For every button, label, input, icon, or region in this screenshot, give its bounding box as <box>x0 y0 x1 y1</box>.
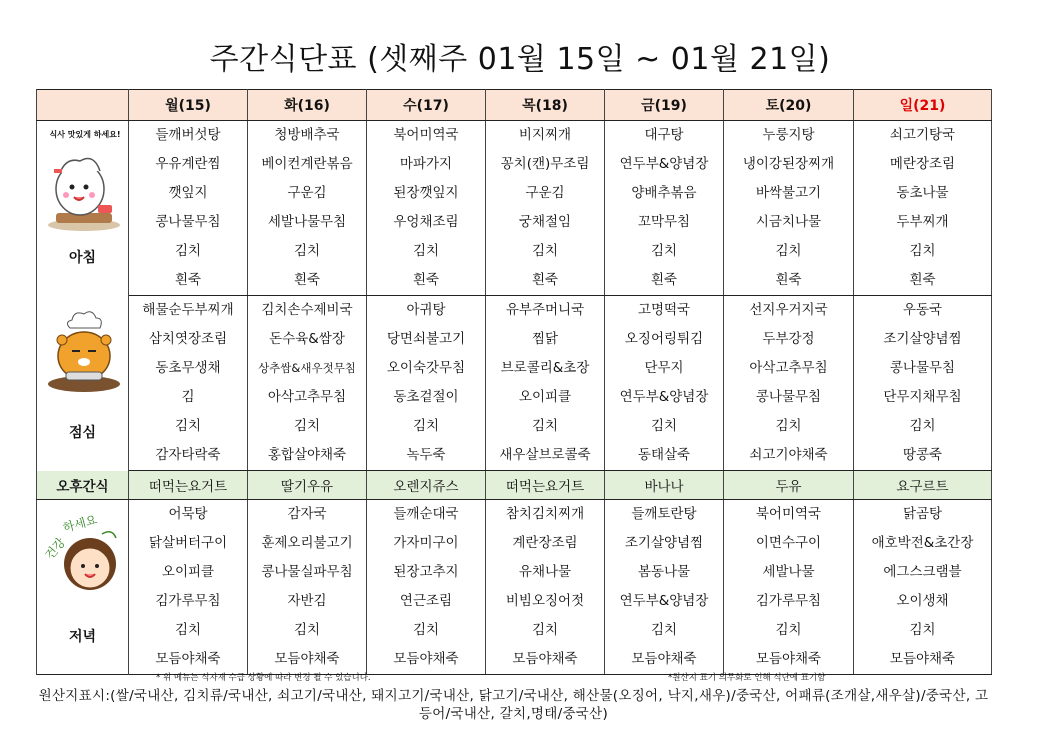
menu-item: 북어미역국 <box>724 500 854 530</box>
table-row <box>37 150 992 179</box>
menu-item: 김치 <box>605 412 724 441</box>
menu-item: 마파가지 <box>367 150 486 179</box>
menu-item: 들깨순대국 <box>367 500 486 530</box>
menu-item: 꼬막무침 <box>605 208 724 237</box>
table-row <box>37 121 992 151</box>
day-header: 월(15) <box>129 90 248 121</box>
menu-item: 이면수구이 <box>724 529 854 558</box>
menu-item: 조기살양념찜 <box>854 325 992 354</box>
menu-item: 북어미역국 <box>367 121 486 151</box>
dinner-label: 저녁 <box>68 629 97 645</box>
menu-item: 유부주머니국 <box>486 296 605 326</box>
menu-item: 김치 <box>248 616 367 645</box>
menu-item: 단무지 <box>605 354 724 383</box>
menu-item: 연두부&양념장 <box>605 150 724 179</box>
menu-item: 꽁치(캔)무조림 <box>486 150 605 179</box>
menu-item: 훈제오리불고기 <box>248 529 367 558</box>
menu-item: 단무지채무침 <box>854 383 992 412</box>
menu-item: 동초무생채 <box>129 354 248 383</box>
day-header: 화(16) <box>248 90 367 121</box>
menu-item: 조기살양념찜 <box>605 529 724 558</box>
menu-item: 동태살죽 <box>605 441 724 471</box>
weekly-menu-table <box>36 89 992 675</box>
menu-item: 우유계란찜 <box>129 150 248 179</box>
table-row <box>37 412 992 441</box>
menu-item: 모듬야채죽 <box>724 645 854 675</box>
table-row <box>37 354 992 383</box>
menu-item: 닭살버터구이 <box>129 529 248 558</box>
menu-item: 된장고추지 <box>367 558 486 587</box>
menu-item: 김치 <box>605 616 724 645</box>
menu-item: 우동국 <box>854 296 992 326</box>
table-row <box>37 237 992 266</box>
table-row <box>37 296 992 326</box>
day-header: 수(17) <box>367 90 486 121</box>
menu-item: 김가루무침 <box>129 587 248 616</box>
menu-item: 콩나물무침 <box>129 208 248 237</box>
menu-item: 에그스크램블 <box>854 558 992 587</box>
menu-item: 구운김 <box>248 179 367 208</box>
menu-item: 자반김 <box>248 587 367 616</box>
menu-item: 김치 <box>724 237 854 266</box>
menu-item: 베이컨계란볶음 <box>248 150 367 179</box>
menu-item: 김치 <box>248 237 367 266</box>
page-title: 주간식단표 (셋째주 01월 15일 ~ 01월 21일) <box>209 42 831 77</box>
menu-item: 새우살브로콜죽 <box>486 441 605 471</box>
menu-item: 김치 <box>605 237 724 266</box>
menu-item: 유채나물 <box>486 558 605 587</box>
menu-item: 흰죽 <box>724 266 854 296</box>
menu-item: 김치 <box>367 237 486 266</box>
day-header: 일(21) <box>854 90 992 121</box>
menu-item: 김치 <box>129 237 248 266</box>
menu-item: 흰죽 <box>486 266 605 296</box>
origin-statement: 원산지표시:(쌀/국내산, 김치류/국내산, 쇠고기/국내산, 돼지고기/국내산, 닭고기/국내산, 해산물(오징어, 낙지,새우)/중국산, 어패류(조개살,새우살)/중국산, 고등어/국내산, 갈치,명태/중국산) <box>38 688 989 722</box>
menu-item: 참치김치찌개 <box>486 500 605 530</box>
menu-item: 감자타락죽 <box>129 441 248 471</box>
menu-item: 모듬야채죽 <box>854 645 992 675</box>
menu-item: 청방배추국 <box>248 121 367 151</box>
menu-item: 닭곰탕 <box>854 500 992 530</box>
note-origin: *원산지 표기 의무화로 인해 식단에 표기함 <box>668 673 826 683</box>
menu-item: 우엉채조림 <box>367 208 486 237</box>
menu-item: 상추쌈&새우젓무침 <box>248 354 367 383</box>
svg-text:건강: 건강 <box>41 535 68 563</box>
menu-item: 흰죽 <box>367 266 486 296</box>
menu-item: 녹두죽 <box>367 441 486 471</box>
snack-label: 오후간식 <box>37 471 129 500</box>
menu-item: 해물순두부찌개 <box>129 296 248 326</box>
menu-item: 콩나물무침 <box>724 383 854 412</box>
menu-item: 김치 <box>367 412 486 441</box>
menu-item: 연두부&양념장 <box>605 383 724 412</box>
menu-item: 땅콩죽 <box>854 441 992 471</box>
menu-item: 김치 <box>486 412 605 441</box>
menu-item: 감자국 <box>248 500 367 530</box>
menu-item: 흰죽 <box>129 266 248 296</box>
dinner-illustration <box>42 504 124 622</box>
menu-item: 동초나물 <box>854 179 992 208</box>
menu-item: 김치 <box>248 412 367 441</box>
menu-item: 된장깻잎지 <box>367 179 486 208</box>
menu-item: 두부찌개 <box>854 208 992 237</box>
menu-item: 돈수육&쌈장 <box>248 325 367 354</box>
menu-item: 김치 <box>129 616 248 645</box>
header-row <box>37 90 992 121</box>
menu-item: 모듬야채죽 <box>248 645 367 675</box>
menu-item: 김치 <box>854 412 992 441</box>
menu-item: 흰죽 <box>248 266 367 296</box>
menu-item: 흰죽 <box>605 266 724 296</box>
svg-text:하세요: 하세요 <box>60 512 99 535</box>
menu-item: 들깨토란탕 <box>605 500 724 530</box>
menu-item: 어묵탕 <box>129 500 248 530</box>
menu-item: 오이피클 <box>129 558 248 587</box>
snack-item: 딸기우유 <box>248 471 367 500</box>
menu-item: 김치 <box>724 616 854 645</box>
menu-item: 김치 <box>129 412 248 441</box>
menu-item: 김치 <box>367 616 486 645</box>
menu-item: 쇠고기야채죽 <box>724 441 854 471</box>
table-row <box>37 208 992 237</box>
menu-item: 김치 <box>854 237 992 266</box>
menu-item: 김치 <box>854 616 992 645</box>
menu-item: 콩나물실파무침 <box>248 558 367 587</box>
menu-item: 비지찌개 <box>486 121 605 151</box>
menu-item: 고명떡국 <box>605 296 724 326</box>
snack-item: 요구르트 <box>854 471 992 500</box>
day-header: 토(20) <box>724 90 854 121</box>
menu-item: 비빔오징어젓 <box>486 587 605 616</box>
breakfast-illustration <box>42 125 124 243</box>
snack-item: 바나나 <box>605 471 724 500</box>
menu-item: 바싹불고기 <box>724 179 854 208</box>
breakfast-label: 아침 <box>68 250 97 266</box>
menu-item: 아귀탕 <box>367 296 486 326</box>
menu-item: 김치손수제비국 <box>248 296 367 326</box>
lunch-illustration <box>42 300 124 418</box>
table-row <box>37 325 992 354</box>
menu-item: 시금치나물 <box>724 208 854 237</box>
breakfast-bubble-text: 식사 맛있게 하세요! <box>49 130 121 139</box>
menu-item: 오이생채 <box>854 587 992 616</box>
menu-item: 애호박전&초간장 <box>854 529 992 558</box>
menu-item: 대구탕 <box>605 121 724 151</box>
breakfast-label-cell <box>37 121 129 296</box>
menu-item: 가자미구이 <box>367 529 486 558</box>
menu-item: 오이숙갓무침 <box>367 354 486 383</box>
menu-item: 콩나물무침 <box>854 354 992 383</box>
menu-item: 궁채절임 <box>486 208 605 237</box>
menu-item: 메란장조림 <box>854 150 992 179</box>
table-row <box>37 441 992 471</box>
menu-item: 모듬야채죽 <box>486 645 605 675</box>
menu-item: 아삭고추무침 <box>248 383 367 412</box>
menu-item: 오이피클 <box>486 383 605 412</box>
snack-item: 떠먹는요거트 <box>129 471 248 500</box>
menu-item: 연근조림 <box>367 587 486 616</box>
corner-cell <box>37 90 129 121</box>
table-row <box>37 558 992 587</box>
menu-item: 아삭고추무침 <box>724 354 854 383</box>
menu-item: 당면쇠불고기 <box>367 325 486 354</box>
menu-item: 찜닭 <box>486 325 605 354</box>
table-row <box>37 529 992 558</box>
table-row <box>37 266 992 296</box>
menu-item: 브로콜리&초장 <box>486 354 605 383</box>
menu-item: 모듬야채죽 <box>129 645 248 675</box>
day-header: 금(19) <box>605 90 724 121</box>
menu-item: 두부강정 <box>724 325 854 354</box>
menu-item: 김치 <box>724 412 854 441</box>
menu-item: 누룽지탕 <box>724 121 854 151</box>
table-row <box>37 383 992 412</box>
menu-item: 동초겉절이 <box>367 383 486 412</box>
menu-item: 홍합살야채죽 <box>248 441 367 471</box>
menu-item: 오징어링튀김 <box>605 325 724 354</box>
menu-item: 삼치엿장조림 <box>129 325 248 354</box>
lunch-label-cell <box>37 296 129 471</box>
table-row <box>37 616 992 645</box>
menu-item: 냉이강된장찌개 <box>724 150 854 179</box>
menu-item: 김가루무침 <box>724 587 854 616</box>
menu-item: 김치 <box>486 616 605 645</box>
table-row <box>37 587 992 616</box>
lunch-label: 점심 <box>68 424 97 441</box>
day-header: 목(18) <box>486 90 605 121</box>
menu-item: 구운김 <box>486 179 605 208</box>
note-change: * 위 메뉴는 식자재 수급 상황에 따라 변경 될 수 있습니다. <box>156 673 371 683</box>
menu-item: 깻잎지 <box>129 179 248 208</box>
menu-item: 계란장조림 <box>486 529 605 558</box>
menu-item: 연두부&양념장 <box>605 587 724 616</box>
dinner-label-cell <box>37 500 129 675</box>
snack-item: 떠먹는요거트 <box>486 471 605 500</box>
menu-item: 김 <box>129 383 248 412</box>
table-row <box>37 179 992 208</box>
menu-item: 쇠고기탕국 <box>854 121 992 151</box>
menu-item: 모듬야채죽 <box>605 645 724 675</box>
notes <box>36 669 991 685</box>
menu-item: 들깨버섯탕 <box>129 121 248 151</box>
menu-item: 모듬야채죽 <box>367 645 486 675</box>
menu-item: 김치 <box>486 237 605 266</box>
snack-item: 두유 <box>724 471 854 500</box>
menu-item: 봄동나물 <box>605 558 724 587</box>
menu-item: 흰죽 <box>854 266 992 296</box>
menu-item: 세발나물 <box>724 558 854 587</box>
snack-item: 오렌지쥬스 <box>367 471 486 500</box>
snack-row <box>37 471 992 500</box>
menu-item: 양배추볶음 <box>605 179 724 208</box>
menu-item: 선지우거지국 <box>724 296 854 326</box>
table-row <box>37 500 992 530</box>
menu-item: 세발나물무침 <box>248 208 367 237</box>
